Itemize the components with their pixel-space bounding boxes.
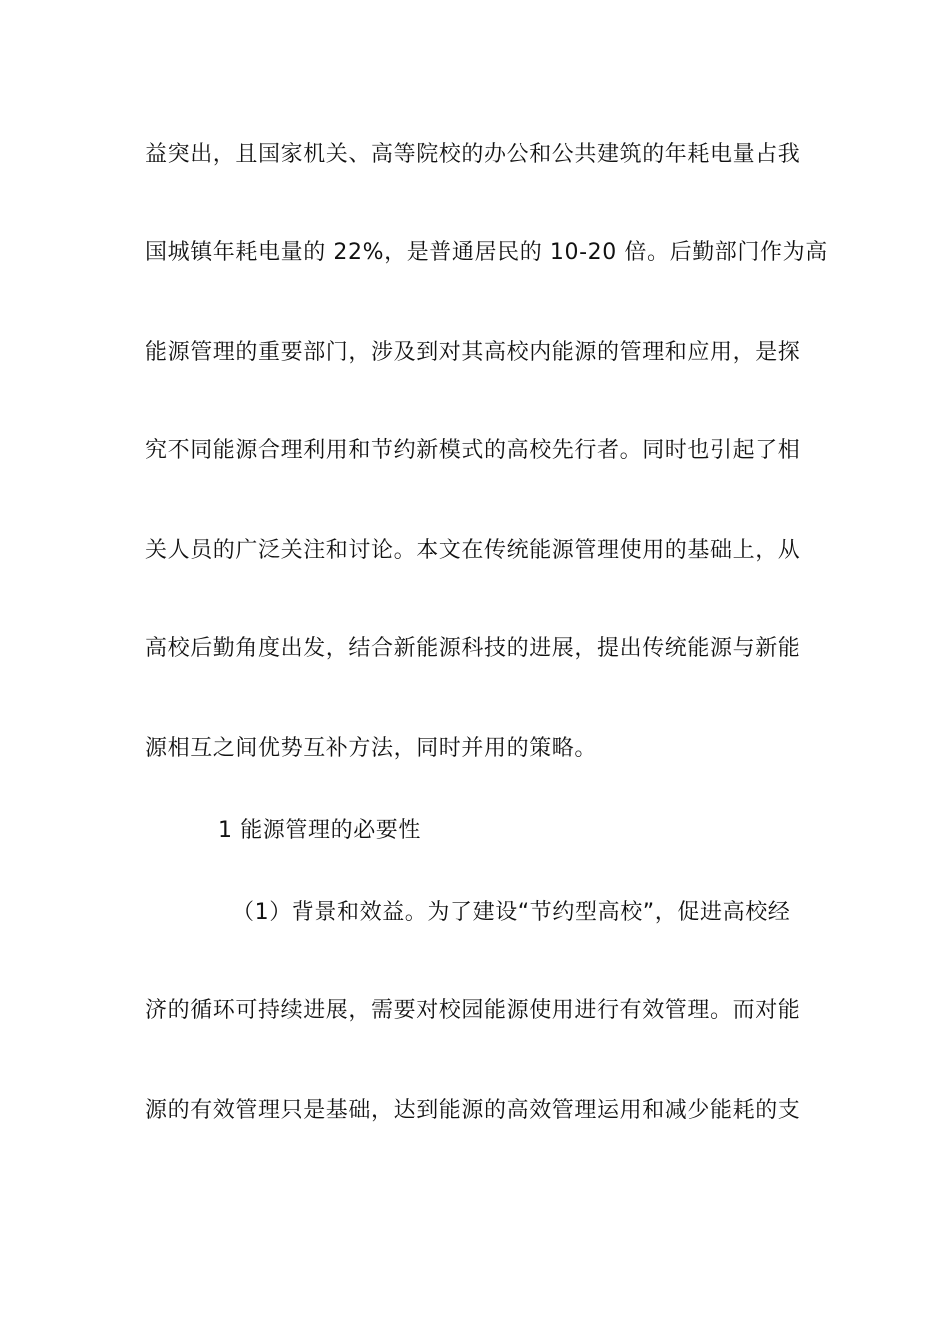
body-text-line: 源相互之间优势互补方法，同时并用的策略。 bbox=[145, 736, 598, 761]
body-text-line: 益突出，且国家机关、高等院校的办公和公共建筑的年耗电量占我 bbox=[145, 142, 801, 167]
body-text-line: 高校后勤角度出发，结合新能源科技的进展，提出传统能源与新能 bbox=[145, 636, 801, 661]
body-text-line: （1）背景和效益。为了建设“节约型高校”，促进高校经 bbox=[232, 900, 791, 925]
body-text-line: 究不同能源合理利用和节约新模式的高校先行者。同时也引起了相 bbox=[145, 438, 801, 463]
body-text-line: 关人员的广泛关注和讨论。本文在传统能源管理使用的基础上，从 bbox=[145, 538, 801, 563]
body-text-line: 国城镇年耗电量的 22%，是普通居民的 10-20 倍。后勤部门作为高 bbox=[145, 240, 828, 265]
body-text-line: 源的有效管理只是基础，达到能源的高效管理运用和减少能耗的支 bbox=[145, 1098, 801, 1123]
body-text-line: 能源管理的重要部门，涉及到对其高校内能源的管理和应用，是探 bbox=[145, 340, 801, 365]
body-text-line: 济的循环可持续进展，需要对校园能源使用进行有效管理。而对能 bbox=[145, 998, 801, 1023]
section-heading: 1 能源管理的必要性 bbox=[218, 818, 421, 843]
